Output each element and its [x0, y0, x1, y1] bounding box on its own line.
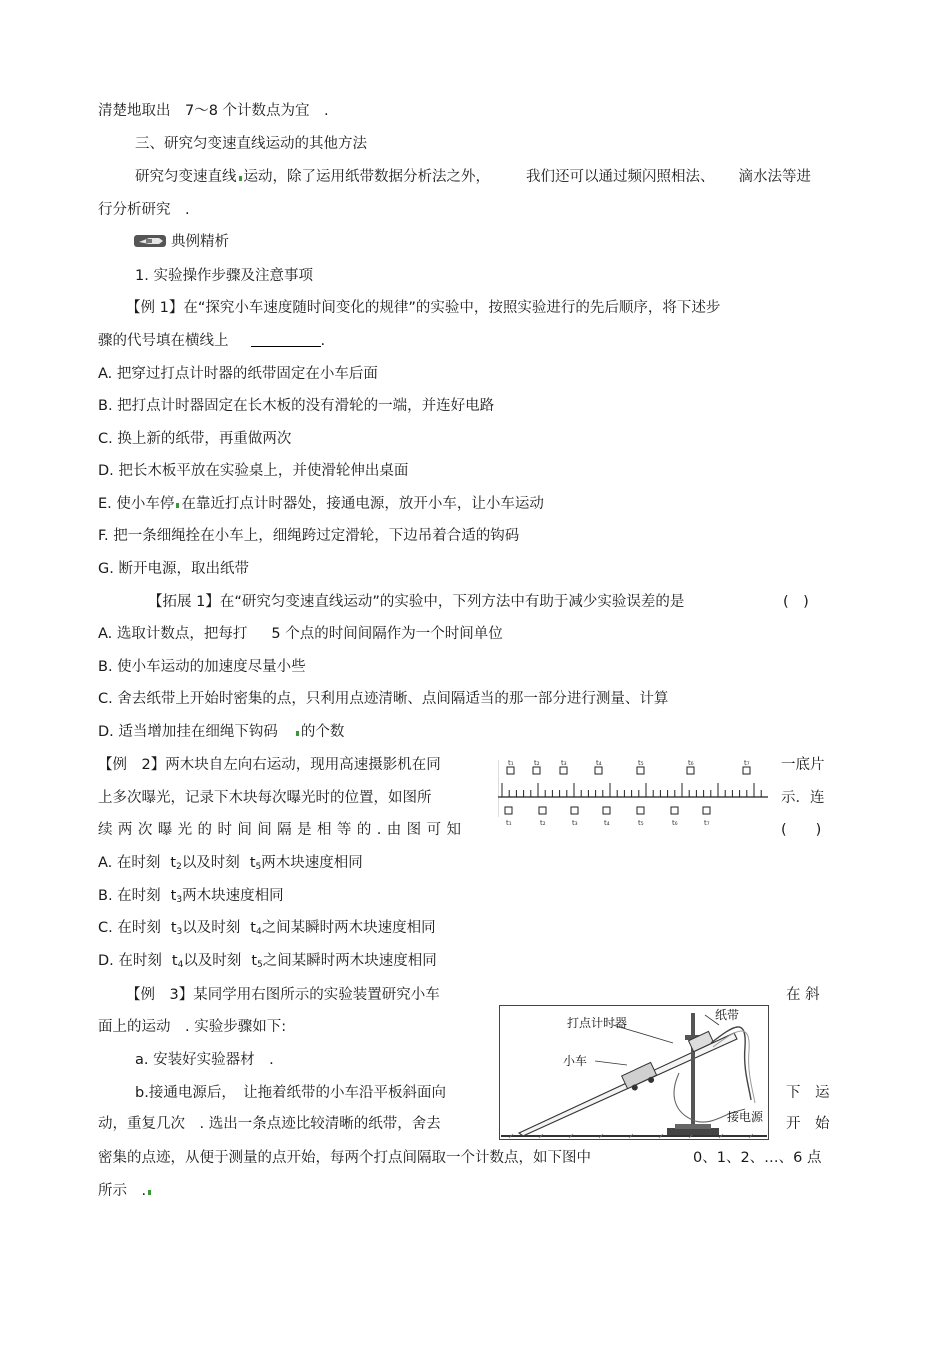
- text: 以及时刻: [181, 855, 240, 871]
- label-tape: 纸带: [715, 1008, 740, 1022]
- step-e: [98, 494, 544, 514]
- apparatus-diagram: [499, 1005, 769, 1140]
- top-time-label: t₅: [638, 759, 644, 767]
- label-power: 接电源: [727, 1110, 764, 1124]
- bottom-time-label: t₅: [638, 819, 644, 827]
- t-symbol: t: [170, 920, 177, 936]
- subscript: 4: [255, 927, 262, 937]
- t-symbol: t: [170, 855, 177, 871]
- green-mark-icon: [239, 176, 242, 181]
- bottom-time-label: t₂: [540, 819, 546, 827]
- step-c: C. 换上新的纸带，再重做两次: [98, 431, 292, 447]
- text: 之间某瞬时两木块速度相同: [261, 920, 436, 936]
- section-typical-examples: [133, 232, 229, 255]
- top-block: [595, 767, 602, 774]
- top-block: [507, 767, 514, 774]
- example-3-line-1-right: 在 斜: [786, 987, 820, 1003]
- option-a: [98, 624, 503, 644]
- text: 研究匀变速直线: [135, 169, 237, 185]
- bottom-time-label: t₆: [672, 819, 678, 827]
- example-2-line-3-right: ( ): [781, 822, 822, 838]
- text: 两木块速度相同: [261, 855, 363, 871]
- top-time-label: t₁: [508, 759, 514, 767]
- option-b: B. 使小车运动的加速度尽量小些: [98, 659, 306, 675]
- section-heading-3: 三、研究匀变速直线运动的其他方法: [135, 136, 367, 152]
- bottom-block: [539, 807, 546, 814]
- subheading-1: 1. 实验操作步骤及注意事项: [135, 268, 313, 284]
- figure-inclined-plane: [499, 1005, 769, 1140]
- line-1: 清楚地取出 7～8 个计数点为宜 .: [98, 103, 329, 119]
- option-d: [98, 722, 344, 742]
- t-symbol: t: [251, 953, 257, 969]
- label-cart: 小车: [563, 1054, 588, 1068]
- example-2-line-1: 【例 2】两木块自左向右运动，现用高速摄影机在同: [98, 757, 441, 773]
- green-mark-icon: [148, 1190, 151, 1195]
- bottom-block: [571, 807, 578, 814]
- text: 的个数: [300, 724, 345, 740]
- text: E. 使小车停: [98, 496, 175, 512]
- top-block: [743, 767, 750, 774]
- t-symbol: t: [249, 855, 256, 871]
- bottom-time-label: t₄: [604, 819, 610, 827]
- step-3a: a. 安装好实验器材 .: [135, 1052, 274, 1068]
- top-time-label: t₂: [534, 759, 540, 767]
- text: 所示 .: [98, 1183, 147, 1199]
- step-3b-line-1: b.接通电源后， 让拖着纸带的小车沿平板斜面向: [135, 1085, 447, 1101]
- bottom-time-label: t₁: [506, 819, 512, 827]
- step-3b-line-2: 动，重复几次 . 选出一条点迹比较清晰的纸带，舍去: [98, 1116, 441, 1132]
- top-block: [560, 767, 567, 774]
- answer-b: [98, 886, 284, 910]
- extension-1-paren: ( ): [783, 594, 809, 610]
- extension-1: 【拓展 1】在“研究匀变速直线运动”的实验中，下列方法中有助于减少实验误差的是: [148, 594, 685, 610]
- text: 滴水法等进: [738, 169, 811, 185]
- subscript: 4: [177, 960, 184, 970]
- text: 5 个点的时间间隔作为一个时间单位: [271, 626, 503, 642]
- answer-blank: [251, 332, 321, 347]
- text: B. 在时刻: [98, 888, 161, 904]
- option-c: C. 舍去纸带上开始时密集的点，只利用点迹清晰、点间隔适当的那一部分进行测量、计算: [98, 691, 669, 707]
- example-1-line-1: 【例 1】在“探究小车速度随时间变化的规律”的实验中，按照实验进行的先后顺序，将下述步: [126, 300, 721, 316]
- paragraph-line-2: 行分析研究 .: [98, 202, 190, 218]
- green-mark-icon: [296, 731, 299, 736]
- subscript: 5: [257, 960, 263, 970]
- step-3b-line-4: [98, 1181, 153, 1201]
- subscript: 3: [176, 927, 183, 937]
- step-d: D. 把长木板平放在实验桌上，并使滑轮伸出桌面: [98, 463, 409, 479]
- t-symbol: t: [250, 920, 256, 936]
- subscript: 2: [176, 862, 182, 872]
- example-3-line-2: 面上的运动 . 实验步骤如下:: [98, 1019, 287, 1035]
- step-3b-line-1-right: 下 运: [786, 1085, 830, 1101]
- text: 在靠近打点计时器处，接通电源，放开小车，让小车运动: [181, 496, 544, 512]
- text: D. 适当增加挂在细绳下钩码: [98, 724, 278, 740]
- label-timer: 打点计时器: [567, 1016, 628, 1030]
- exposure-diagram: [498, 757, 768, 832]
- answer-d: [98, 951, 437, 975]
- text: A. 在时刻: [98, 855, 161, 871]
- text: D. 在时刻: [98, 953, 162, 969]
- example-1-line-2: [98, 331, 325, 351]
- text: 以及时刻: [183, 953, 242, 969]
- text: 两木块速度相同: [182, 888, 284, 904]
- example-2-line-2-right: 示．连: [781, 790, 825, 806]
- text: 之间某瞬时两木块速度相同: [262, 953, 437, 969]
- figure-exposure-strip: [498, 757, 768, 832]
- step-3b-line-3-right: 0、1、2、…、6 点: [693, 1150, 822, 1166]
- bottom-block: [505, 807, 512, 814]
- example-3-line-1: 【例 3】某同学用右图所示的实验装置研究小车: [126, 987, 440, 1003]
- example-2-line-1-right: 一底片: [781, 757, 825, 773]
- text: C. 在时刻: [98, 920, 161, 936]
- text: A. 选取计数点，把每打: [98, 626, 248, 642]
- subscript: 3: [176, 895, 183, 905]
- top-time-label: t₃: [561, 759, 567, 767]
- top-block: [637, 767, 644, 774]
- answer-a: [98, 853, 363, 877]
- step-3b-line-3: 密集的点迹，从便于测量的点开始，每两个打点间隔取一个计数点，如下图中: [98, 1150, 591, 1166]
- paragraph-line-1: [135, 167, 811, 187]
- text: 我们还可以通过频闪照相法、: [526, 169, 715, 185]
- bottom-block: [671, 807, 678, 814]
- text: .: [320, 333, 326, 349]
- bottom-block: [603, 807, 610, 814]
- bottom-block: [703, 807, 710, 814]
- text: 以及时刻: [182, 920, 241, 936]
- example-2-line-3: 续 两 次 曝 光 的 时 间 间 隔 是 相 等 的 . 由 图 可 知: [98, 822, 462, 838]
- subscript: 5: [255, 862, 262, 872]
- bottom-time-label: t₇: [704, 819, 710, 827]
- text: 运动，除了运用纸带数据分析法之外，: [243, 169, 490, 185]
- t-symbol: t: [171, 953, 178, 969]
- step-f: F. 把一条细绳拴在小车上，细绳跨过定滑轮，下边吊着合适的钩码: [98, 528, 520, 544]
- example-2-line-2: 上多次曝光，记录下木块每次曝光时的位置，如图所: [98, 790, 432, 806]
- section-title: 典例精析: [171, 234, 229, 250]
- step-3b-line-2-right: 开 始: [786, 1116, 830, 1132]
- step-g: G. 断开电源，取出纸带: [98, 561, 249, 577]
- top-block: [533, 767, 540, 774]
- green-mark-icon: [176, 503, 179, 508]
- top-time-label: t₄: [596, 759, 602, 767]
- top-block: [687, 767, 694, 774]
- t-symbol: t: [170, 888, 177, 904]
- top-time-label: t₆: [688, 759, 694, 767]
- bottom-block: [637, 807, 644, 814]
- top-time-label: t₇: [744, 759, 750, 767]
- text: 骤的代号填在横线上: [98, 333, 229, 349]
- step-b: B. 把打点计时器固定在长木板的没有滑轮的一端，并连好电路: [98, 398, 495, 414]
- bottom-time-label: t₃: [572, 819, 578, 827]
- pointing-hand-icon: [133, 233, 169, 255]
- step-a: A. 把穿过打点计时器的纸带固定在小车后面: [98, 366, 378, 382]
- answer-c: [98, 918, 436, 942]
